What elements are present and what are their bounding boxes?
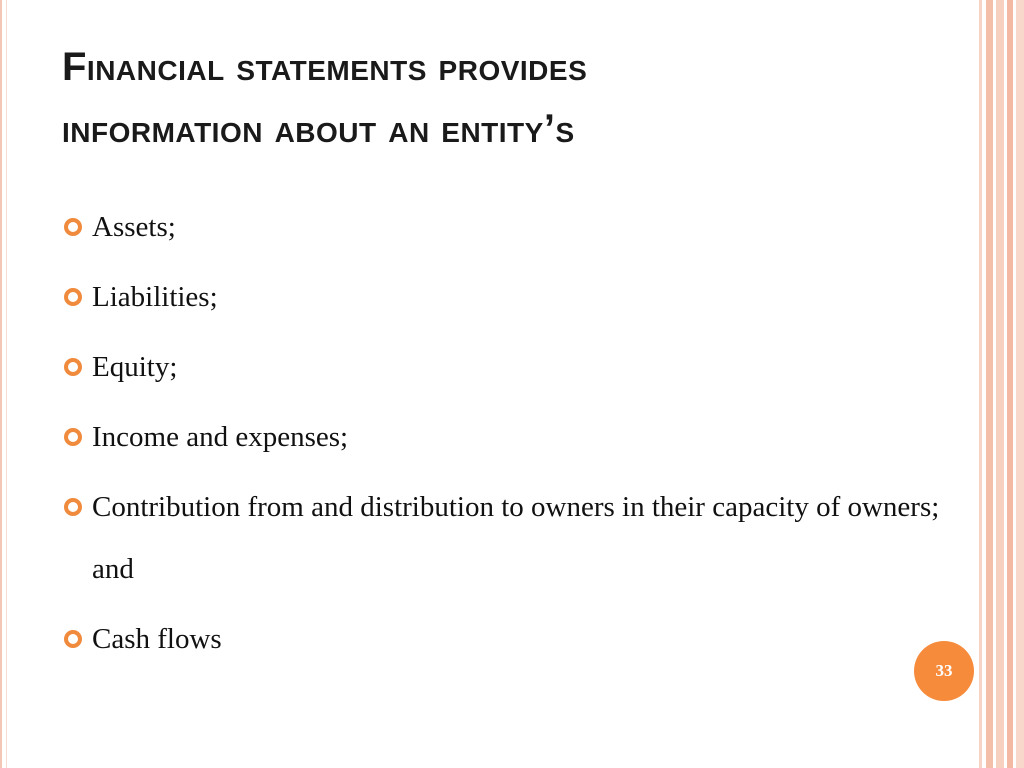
ring-bullet-icon — [64, 218, 82, 236]
bullet-item-assets — [64, 196, 944, 258]
ring-bullet-icon — [64, 288, 82, 306]
bullet-item-contribution-distribution — [64, 476, 944, 600]
bullet-text: Equity; — [92, 351, 178, 383]
bullet-text: Assets; — [92, 211, 176, 243]
slide-title — [62, 36, 962, 160]
bullet-text: Cash flows — [92, 623, 222, 655]
bullet-item-income-expenses — [64, 406, 944, 468]
ring-bullet-icon — [64, 428, 82, 446]
left-border-line — [0, 0, 2, 768]
right-stripe-4 — [1007, 0, 1013, 768]
right-stripe-2 — [986, 0, 993, 768]
slide-title-line-2: information about an entity’s — [62, 107, 575, 151]
ring-bullet-icon — [64, 498, 82, 516]
right-stripe-3 — [996, 0, 1004, 768]
page-number-badge: 33 — [914, 641, 974, 701]
bullet-text: Income and expenses; — [92, 421, 349, 453]
bullet-text: Contribution from and distribution to owners in their capacity of owners; and — [92, 491, 940, 585]
bullet-item-cash-flows — [64, 608, 944, 670]
bullet-item-equity — [64, 336, 944, 398]
right-stripe-1 — [979, 0, 982, 768]
bullet-item-liabilities — [64, 266, 944, 328]
bullet-list — [64, 196, 944, 678]
left-border-line-inner — [6, 0, 7, 768]
bullet-text: Liabilities; — [92, 281, 218, 313]
right-stripe-5 — [1016, 0, 1024, 768]
ring-bullet-icon — [64, 630, 82, 648]
ring-bullet-icon — [64, 358, 82, 376]
slide-title-line-1: Financial statements provides — [62, 45, 588, 89]
